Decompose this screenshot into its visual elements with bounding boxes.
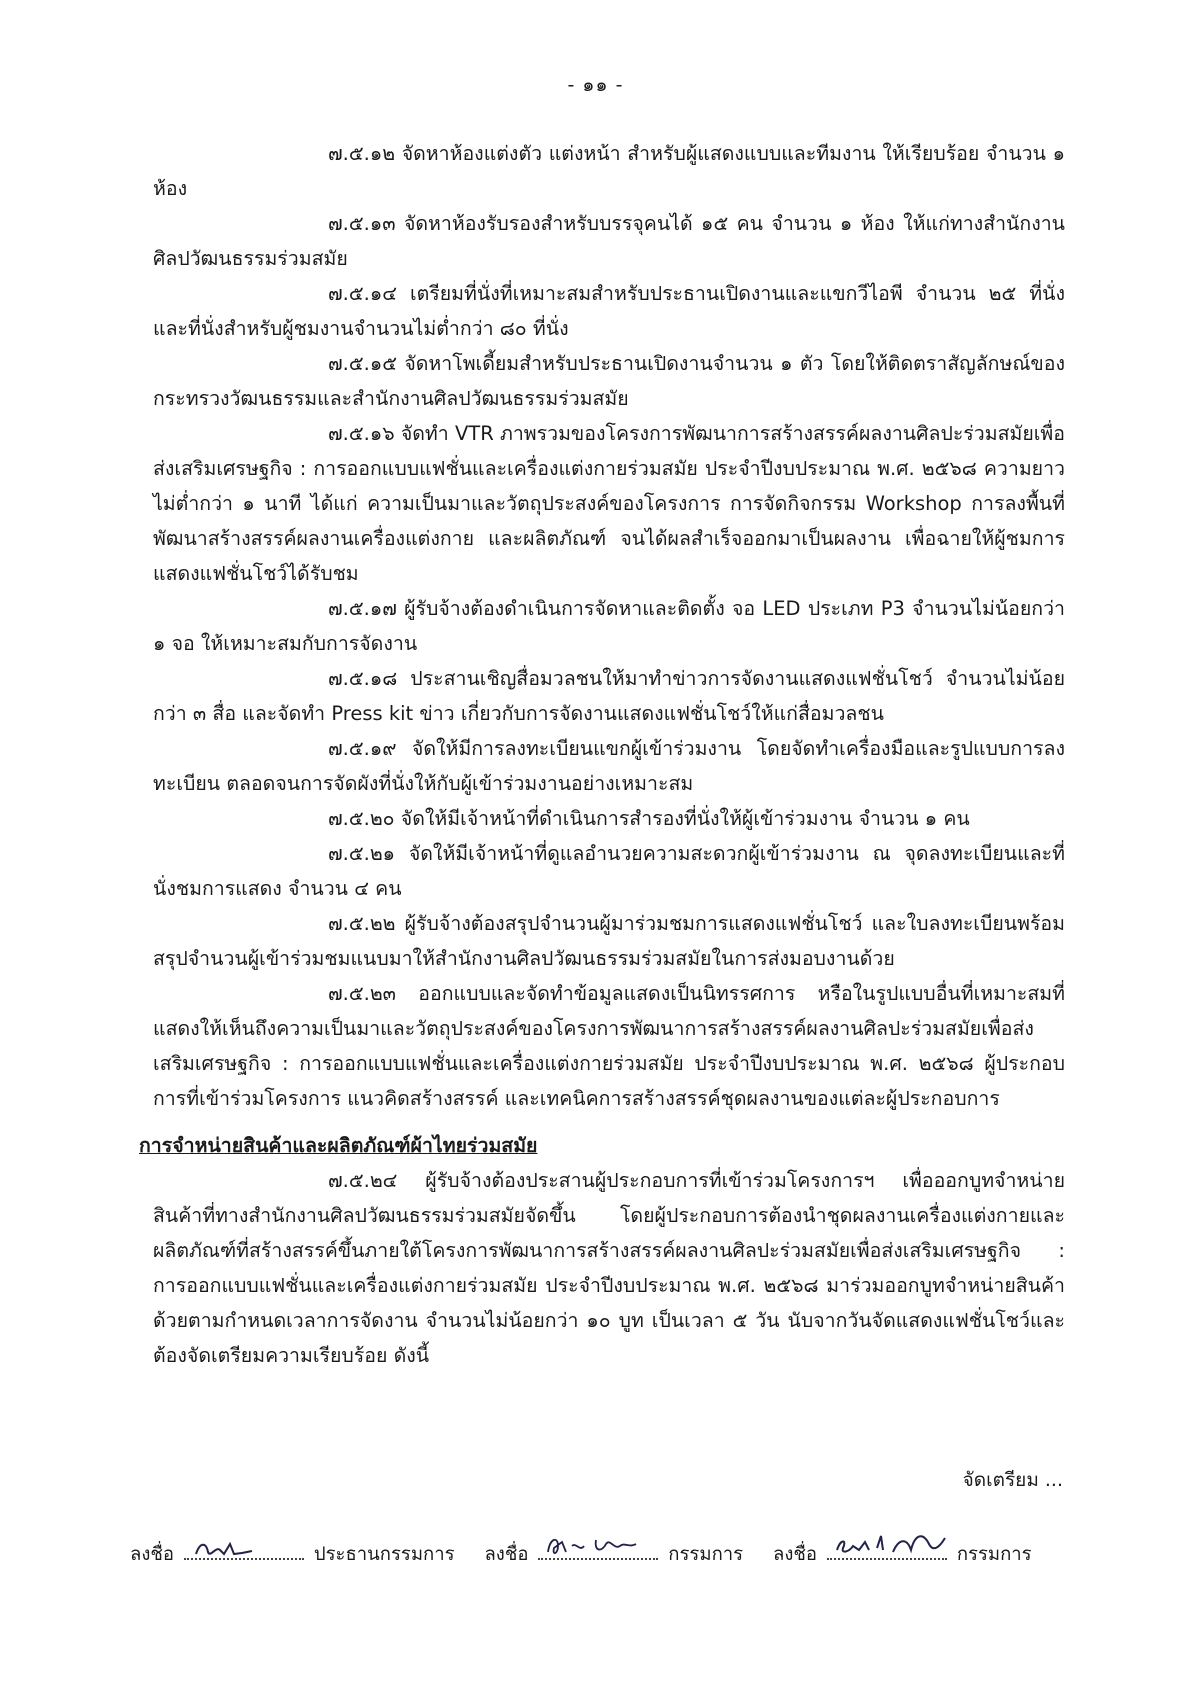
paragraph: ๗.๕.๑๖ จัดทำ VTR ภาพรวมของโครงการพัฒนาการสร้างสรรค์ผลงานศิลปะร่วมสมัยเพื่อส่งเสริมเศรษฐกิจ : การออกแบบแฟชั่นและเครื่องแต่งกายร่วมสมัย ประจำปีงบประมาณ พ.ศ. ๒๕๖๘ ความยาวไม่ต่ำกว่า ๑ นาที ได้แก่ ความเป็นมาและวัตถุประสงค์ของโครงการ การจัดกิจกรรม Workshop การลงพื้นที่พัฒนาสร้างสรรค์ผลงานเครื่องแต่งกาย และผลิตภัณฑ์ จนได้ผลสำเร็จออกมาเป็นผลงาน เพื่อฉายให้ผู้ชมการแสดงแฟชั่นโชว์ได้รับชม <box>153 422 1065 585</box>
paragraph: ๗.๕.๑๘ ประสานเชิญสื่อมวลชนให้มาทำข่าวการจัดงานแสดงแฟชั่นโชว์ จำนวนไม่น้อยกว่า ๓ สื่อ และจัดทำ Press kit ข่าว เกี่ยวกับการจัดงานแสดงแฟชั่นโชว์ให้แก่สื่อมวลชน <box>153 667 1065 725</box>
paragraph: ๗.๕.๑๕ จัดหาโพเดี้ยมสำหรับประธานเปิดงานจำนวน ๑ ตัว โดยให้ติดตราสัญลักษณ์ของกระทรวงวัฒนธรรมและสำนักงานศิลปวัฒนธรรมร่วมสมัย <box>153 352 1065 410</box>
signature-prefix: ลงชื่อ <box>484 1544 529 1565</box>
signature-prefix: ลงชื่อ <box>130 1544 175 1565</box>
signature-role: กรรมการ <box>956 1544 1032 1565</box>
signature-row <box>130 1540 1070 1569</box>
paragraph: ๗.๕.๑๓ จัดหาห้องรับรองสำหรับบรรจุคนได้ ๑๕ คน จำนวน ๑ ห้อง ให้แก่ทางสำนักงานศิลปวัฒนธรรมร่วมสมัย <box>153 212 1065 270</box>
signature-role: ประธานกรรมการ <box>313 1544 455 1565</box>
signature-role: กรรมการ <box>668 1544 744 1565</box>
paragraph: ๗.๕.๒๐ จัดให้มีเจ้าหน้าที่ดำเนินการสำรองที่นั่งให้ผู้เข้าร่วมงาน จำนวน ๑ คน <box>328 807 970 830</box>
handwritten-signature-icon <box>544 1532 644 1562</box>
signature-line <box>538 1540 658 1560</box>
continuation-note: จัดเตรียม ... <box>962 1469 1063 1491</box>
paragraph: ๗.๕.๒๑ จัดให้มีเจ้าหน้าที่ดูแลอำนวยความสะดวกผู้เข้าร่วมงาน ณ จุดลงทะเบียนและที่นั่งชมการแสดง จำนวน ๔ คน <box>153 842 1065 900</box>
paragraph: ๗.๕.๒๔ ผู้รับจ้างต้องประสานผู้ประกอบการที่เข้าร่วมโครงการฯ เพื่อออกบูทจำหน่ายสินค้าที่ทางสำนักงานศิลปวัฒนธรรมร่วมสมัยจัดขึ้น โดยผู้ประกอบการต้องนำชุดผลงานเครื่องแต่งกายและผลิตภัณฑ์ที่สร้างสรรค์ขึ้นภายใต้โครงการพัฒนาการสร้างสรรค์ผลงานศิลปะร่วมสมัยเพื่อส่งเสริมเศรษฐกิจ : การออกแบบแฟชั่นและเครื่องแต่งกายร่วมสมัย ประจำปีงบประมาณ พ.ศ. ๒๕๖๘ มาร่วมออกบูทจำหน่ายสินค้าด้วยตามกำหนดเวลาการจัดงาน จำนวนไม่น้อยกว่า ๑๐ บูท เป็นเวลา ๕ วัน นับจากวันจัดแสดงแฟชั่นโชว์และต้องจัดเตรียมความเรียบร้อย ดังนี้ <box>153 1169 1065 1367</box>
signature-prefix: ลงชื่อ <box>772 1544 818 1565</box>
paragraph: ๗.๕.๑๔ เตรียมที่นั่งที่เหมาะสมสำหรับประธานเปิดงานและแขกวีไอพี จำนวน ๒๕ ที่นั่ง และที่นั่งสำหรับผู้ชมงานจำนวนไม่ต่ำกว่า ๘๐ ที่นั่ง <box>153 282 1065 340</box>
paragraph: ๗.๕.๑๗ ผู้รับจ้างต้องดำเนินการจัดหาและติดตั้ง จอ LED ประเภท P3 จำนวนไม่น้อยกว่า ๑ จอ ให้เหมาะสมกับการจัดงาน <box>153 597 1065 655</box>
signature-chairman <box>130 1540 455 1569</box>
signature-member-1 <box>484 1540 743 1569</box>
signature-member-2 <box>773 1540 1032 1569</box>
page-number: - ๑๑ - <box>567 74 624 96</box>
handwritten-signature-icon <box>833 1528 948 1562</box>
section-heading: การจำหน่ายสินค้าและผลิตภัณฑ์ผ้าไทยร่วมสมัย <box>139 1134 538 1157</box>
paragraph: ๗.๕.๑๙ จัดให้มีการลงทะเบียนแขกผู้เข้าร่วมงาน โดยจัดทำเครื่องมือและรูปแบบการลงทะเบียน ตลอดจนการจัดผังที่นั่งให้กับผู้เข้าร่วมงานอย่างเหมาะสม <box>153 737 1065 795</box>
signature-line <box>827 1540 947 1560</box>
paragraph: ๗.๕.๒๒ ผู้รับจ้างต้องสรุปจำนวนผู้มาร่วมชมการแสดงแฟชั่นโชว์ และใบลงทะเบียนพร้อมสรุปจำนวนผู้เข้าร่วมชมแนบมาให้สำนักงานศิลปวัฒนธรรมร่วมสมัยในการส่งมอบงานด้วย <box>153 912 1065 970</box>
paragraph: ๗.๕.๒๓ ออกแบบและจัดทำข้อมูลแสดงเป็นนิทรรศการ หรือในรูปแบบอื่นที่เหมาะสมที่แสดงให้เห็นถึงความเป็นมาและวัตถุประสงค์ของโครงการพัฒนาการสร้างสรรค์ผลงานศิลปะร่วมสมัยเพื่อส่งเสริมเศรษฐกิจ : การออกแบบแฟชั่นและเครื่องแต่งกายร่วมสมัย ประจำปีงบประมาณ พ.ศ. ๒๕๖๘ ผู้ประกอบการที่เข้าร่วมโครงการ แนวคิดสร้างสรรค์ และเทคนิคการสร้างสรรค์ชุดผลงานของแต่ละผู้ประกอบการ <box>153 982 1065 1110</box>
signature-line <box>184 1540 304 1560</box>
handwritten-signature-icon <box>190 1536 260 1562</box>
paragraph: ๗.๕.๑๒ จัดหาห้องแต่งตัว แต่งหน้า สำหรับผู้แสดงแบบและทีมงาน ให้เรียบร้อย จำนวน ๑ ห้อง <box>153 142 1065 200</box>
document-body <box>139 136 1065 1373</box>
